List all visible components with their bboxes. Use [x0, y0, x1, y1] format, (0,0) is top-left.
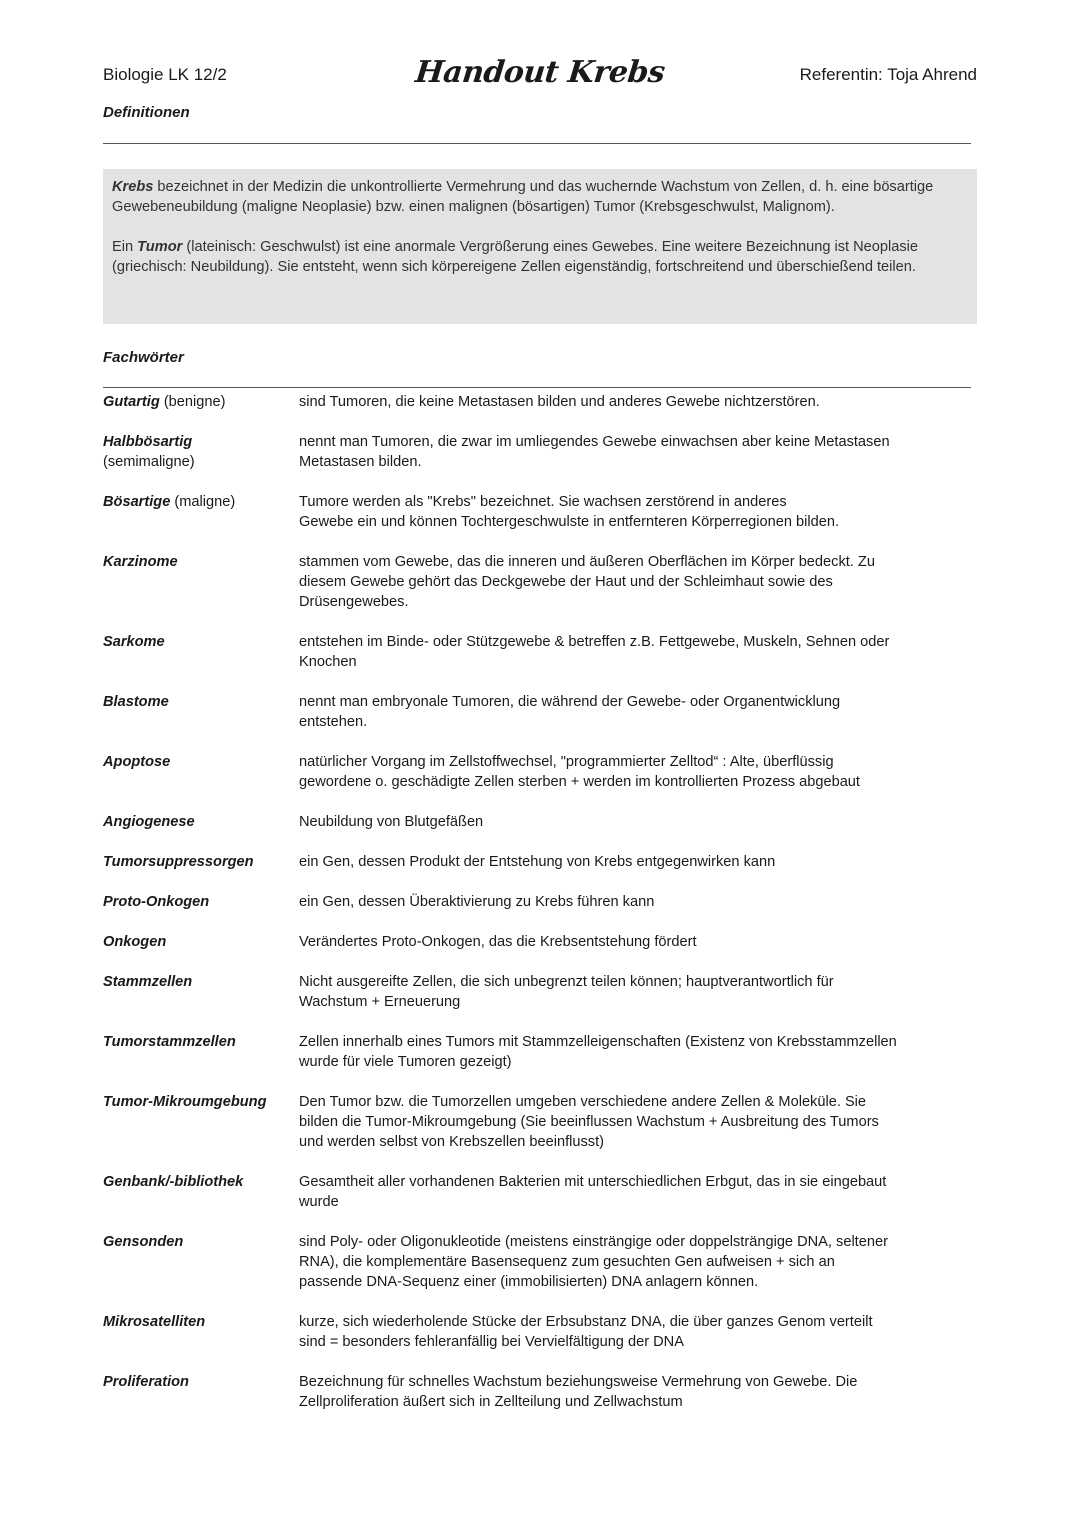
glossary-row [103, 852, 977, 872]
glossary-row [103, 392, 977, 412]
glossary-definition [299, 972, 977, 1012]
glossary-definition-line: nennt man embryonale Tumoren, die während der Gewebe- oder Organentwicklung [299, 694, 841, 710]
glossary-definition-line: Den Tumor bzw. die Tumorzellen umgeben verschiedene andere Zellen & Moleküle. Sie [299, 1094, 867, 1110]
glossary-definition [299, 752, 977, 792]
glossary-term-cell [103, 692, 299, 732]
glossary-term: Gensonden [103, 1234, 184, 1250]
glossary-term-cell [103, 812, 299, 832]
glossary-term-cell [103, 1232, 299, 1292]
glossary-definition [299, 552, 977, 612]
glossary-term-cell [103, 632, 299, 672]
glossary-definition [299, 852, 977, 872]
glossary-definition [299, 1372, 977, 1412]
glossary-definition [299, 812, 977, 832]
glossary-definition [299, 1032, 977, 1072]
glossary-list [103, 392, 977, 1432]
glossary-term: Onkogen [103, 934, 167, 950]
glossary-definition [299, 1172, 977, 1212]
section-heading-terms: Fachwörter [103, 349, 184, 366]
glossary-term: Stammzellen [103, 974, 193, 990]
glossary-definition-line: gewordene o. geschädigte Zellen sterben + werden im kontrollierten Prozess abgebaut [299, 774, 860, 790]
glossary-definition-line: wurde für viele Tumoren gezeigt) [299, 1054, 512, 1070]
glossary-row [103, 812, 977, 832]
course-label: Biologie LK 12/2 [103, 65, 227, 84]
glossary-term-cell [103, 492, 299, 532]
glossary-row [103, 1092, 977, 1152]
glossary-row [103, 692, 977, 732]
divider [103, 143, 971, 144]
glossary-definition-line: Zellen innerhalb eines Tumors mit Stammzelleigenschaften (Existenz von Krebsstammzellen [299, 1034, 897, 1050]
glossary-definition-line: stammen vom Gewebe, das die inneren und äußeren Oberflächen im Körper bedeckt. Zu [299, 554, 875, 570]
glossary-definition-line: sind = besonders fehleranfällig bei Vervielfältigung der DNA [299, 1334, 684, 1350]
glossary-term-cell [103, 1372, 299, 1412]
glossary-term-cell [103, 1032, 299, 1072]
glossary-term: Tumorstammzellen [103, 1034, 236, 1050]
glossary-row [103, 972, 977, 1012]
glossary-definition [299, 432, 977, 472]
glossary-term-cell [103, 932, 299, 952]
definition-text: (lateinisch: Geschwulst) ist eine anormale Vergrößerung eines Gewebes. Eine weitere Bezeichnung ist Neoplasie (griechisch: Neubildung). Sie entsteht, wenn sich körpereigene Zellen eigenständig, fortschreitend und überschießend teilen. [112, 239, 919, 275]
glossary-row [103, 432, 977, 472]
glossary-definition-line: Neubildung von Blutgefäßen [299, 814, 484, 830]
glossary-definition-line: RNA), die komplementäre Basensequenz zum gesuchten Gen aufweisen + sich an [299, 1254, 835, 1270]
glossary-term: Proto-Onkogen [103, 894, 210, 910]
glossary-term: Tumor-Mikroumgebung [103, 1094, 267, 1110]
glossary-definition-line: Verändertes Proto-Onkogen, das die Krebsentstehung fördert [299, 934, 697, 950]
glossary-definition-line: Gewebe ein und können Tochtergeschwulste in entfernteren Körperregionen bilden. [299, 514, 840, 530]
glossary-term: Proliferation [103, 1374, 189, 1390]
glossary-definition-line: Wachstum + Erneuerung [299, 994, 461, 1010]
divider [103, 387, 971, 388]
glossary-term: Karzinome [103, 554, 178, 570]
glossary-term-cell [103, 1092, 299, 1152]
glossary-definition [299, 1312, 977, 1352]
glossary-term-note: (semimaligne) [103, 454, 195, 470]
glossary-row [103, 1232, 977, 1292]
glossary-definition [299, 892, 977, 912]
glossary-term-cell [103, 972, 299, 1012]
glossary-definition-line: Drüsengewebes. [299, 594, 409, 610]
glossary-term: Gutartig [103, 394, 160, 410]
glossary-definition-line: natürlicher Vorgang im Zellstoffwechsel, "programmierter Zelltod“ : Alte, überflüssig [299, 754, 834, 770]
glossary-definition-line: sind Poly- oder Oligonukleotide (meistens einsträngige oder doppelsträngige DNA, seltener [299, 1234, 888, 1250]
glossary-definition-line: diesem Gewebe gehört das Deckgewebe der Haut und der Schleimhaut sowie des [299, 574, 833, 590]
glossary-term-note: (maligne) [170, 494, 236, 510]
glossary-term: Halbbösartig [103, 434, 193, 450]
glossary-definition-line: Zellproliferation äußert sich in Zellteilung und Zellwachstum [299, 1394, 683, 1410]
glossary-row [103, 552, 977, 612]
glossary-definition [299, 632, 977, 672]
glossary-definition-line: kurze, sich wiederholende Stücke der Erbsubstanz DNA, die über ganzes Genom verteilt [299, 1314, 873, 1330]
glossary-definition [299, 1092, 977, 1152]
glossary-definition-line: ein Gen, dessen Überaktivierung zu Krebs führen kann [299, 894, 655, 910]
definition-term: Krebs [112, 179, 154, 195]
definition-tumor [112, 237, 968, 277]
glossary-term: Sarkome [103, 634, 165, 650]
glossary-row [103, 932, 977, 952]
glossary-definition-line: Metastasen bilden. [299, 454, 422, 470]
glossary-definition [299, 492, 977, 532]
glossary-term-cell [103, 892, 299, 912]
glossary-term: Mikrosatelliten [103, 1314, 206, 1330]
definition-term: Tumor [137, 239, 183, 255]
glossary-definition [299, 1232, 977, 1292]
definition-prefix: Ein [112, 239, 138, 255]
glossary-term: Bösartige [103, 494, 171, 510]
glossary-row [103, 892, 977, 912]
glossary-definition [299, 392, 977, 412]
document-title: Handout Krebs [413, 55, 667, 90]
glossary-definition-line: Nicht ausgereifte Zellen, die sich unbegrenzt teilen können; hauptverantwortlich für [299, 974, 834, 990]
glossary-term-cell [103, 852, 299, 872]
glossary-term-cell [103, 752, 299, 792]
glossary-term-cell [103, 1172, 299, 1212]
glossary-term-cell [103, 552, 299, 612]
glossary-definition-line: wurde [299, 1194, 339, 1210]
glossary-definition-line: passende DNA-Sequenz einer (immobilisierten) DNA anlagern können. [299, 1274, 759, 1290]
glossary-term: Angiogenese [103, 814, 195, 830]
glossary-row [103, 1312, 977, 1352]
glossary-term: Tumorsuppressorgen [103, 854, 254, 870]
glossary-definition-line: bilden die Tumor-Mikroumgebung (Sie beeinflussen Wachstum + Ausbreitung des Tumors [299, 1114, 879, 1130]
definition-text: bezeichnet in der Medizin die unkontrollierte Vermehrung und das wuchernde Wachstum von Zellen, d. h. eine bösartige Gewebeneubildung (maligne Neoplasie) bzw. einen malignen (bösartigen) Tumor (Krebsgeschwulst, Malignom). [112, 179, 934, 215]
glossary-definition-line: Bezeichnung für schnelles Wachstum beziehungsweise Vermehrung von Gewebe. Die [299, 1374, 858, 1390]
glossary-row [103, 752, 977, 792]
glossary-term-cell [103, 432, 299, 472]
glossary-row [103, 632, 977, 672]
section-heading-definitions: Definitionen [103, 104, 190, 121]
glossary-definition-line: Knochen [299, 654, 357, 670]
glossary-definition-line: und werden selbst von Krebszellen beeinflusst) [299, 1134, 605, 1150]
glossary-row [103, 1172, 977, 1212]
glossary-definition-line: Gesamtheit aller vorhandenen Bakterien mit unterschiedlichen Erbgut, das in sie eingebaut [299, 1174, 887, 1190]
glossary-row [103, 492, 977, 532]
glossary-definition-line: Tumore werden als "Krebs" bezeichnet. Sie wachsen zerstörend in anderes [299, 494, 787, 510]
definitions-box [103, 169, 977, 324]
glossary-definition-line: entstehen im Binde- oder Stützgewebe & betreffen z.B. Fettgewebe, Muskeln, Sehnen oder [299, 634, 890, 650]
glossary-definition-line: nennt man Tumoren, die zwar im umliegendes Gewebe einwachsen aber keine Metastasen [299, 434, 890, 450]
definition-krebs [112, 177, 968, 217]
glossary-term-cell [103, 392, 299, 412]
glossary-term-note: (benigne) [159, 394, 226, 410]
glossary-definition [299, 692, 977, 732]
glossary-definition-line: sind Tumoren, die keine Metastasen bilden und anderes Gewebe nichtzerstören. [299, 394, 820, 410]
glossary-term: Blastome [103, 694, 169, 710]
glossary-row [103, 1032, 977, 1072]
glossary-definition-line: ein Gen, dessen Produkt der Entstehung von Krebs entgegenwirken kann [299, 854, 776, 870]
glossary-definition [299, 932, 977, 952]
glossary-term: Genbank/-bibliothek [103, 1174, 244, 1190]
glossary-term: Apoptose [103, 754, 171, 770]
glossary-term-cell [103, 1312, 299, 1352]
glossary-row [103, 1372, 977, 1412]
presenter-label: Referentin: Toja Ahrend [799, 65, 977, 84]
glossary-definition-line: entstehen. [299, 714, 368, 730]
